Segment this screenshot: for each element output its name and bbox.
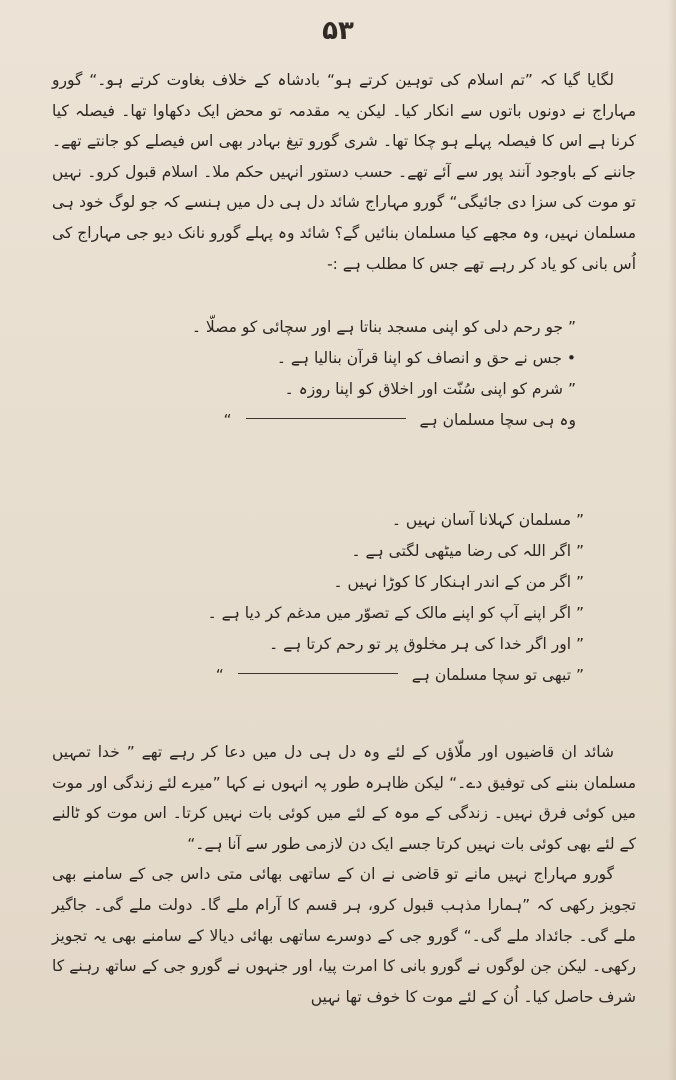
quote-line: • جس نے حق و انصاف کو اپنا قرآن بنالیا ہے ۔ bbox=[276, 349, 576, 367]
quote-line: ” اگر من کے اندر اہنکار کا کوڑا نہیں ۔ bbox=[333, 573, 584, 591]
quote-line: ” مسلمان کہلانا آسان نہیں ۔ bbox=[391, 511, 584, 529]
quote-line: ” شرم کو اپنی سُنّت اور اخلاق کو اپنا روزہ ۔ bbox=[284, 380, 576, 398]
quote-line: ” اگر اپنے آپ کو اپنے مالک کے تصوّر میں مدغم کر دیا ہے ۔ bbox=[207, 604, 584, 622]
body-text-bottom bbox=[52, 737, 636, 1012]
closing-quote-mark: “ bbox=[215, 666, 224, 684]
page-edge-shadow bbox=[668, 0, 676, 1080]
paragraph: لگایا گیا کہ ”تم اسلام کی توہین کرتے ہو“ بادشاہ کے خلاف بغاوت کرتے ہو۔“ گورو مہاراج نے دونوں باتوں سے انکار کیا۔ لیکن یہ مقدمہ تو محض ایک دکھاوا تھا۔ فیصلہ کیا کرنا ہے اس کا فیصلہ پہلے ہو چکا تھا۔ شری گورو تیغ بہادر بھی اس فیصلے کو جانتے تھے۔ جاننے کے باوجود آنند پور سے آئے تھے۔ حسب دستور انہیں حکم ملا۔ اسلام قبول کرو۔ نہیں تو موت کی سزا دی جائیگی“ گورو مہاراج شائد دل ہی دل میں ہنسے کہ جو لوگ خود ہی مسلمان نہیں، وہ مجھے کیا مسلمان بنائیں گے؟ شائد وہ پہلے گورو نانک دیو جی مہاراج کی اُس بانی کو یاد کر رہے تھے جس کا مطلب ہے :- bbox=[52, 71, 636, 273]
paragraph: گورو مہاراج نہیں مانے تو قاضی نے ان کے ساتھی بھائی متی داس جی کے سامنے بھی تجویز رکھی کہ ”ہمارا مذہب قبول کرو، ہر قسم کا آرام ملے گا۔ دولت ملے گی۔ جاگیر ملے گی۔ جائداد ملے گی۔“ گورو جی کے دوسرے ساتھی بھائی دیالا کے سامنے بھی یہ تجویز رکھی۔ لیکن جن لوگوں نے گورو بانی کا امرت پیا، اور جنہوں نے گورو جی کے ساتھ رہنے کا شرف حاصل کیا۔ اُن کے لئے موت کا خوف تھا نہیں bbox=[52, 865, 636, 1006]
quote-line: ” اگر اللہ کی رضا میٹھی لگتی ہے ۔ bbox=[351, 542, 584, 560]
paragraph: شائد ان قاضیوں اور ملّاؤں کے لئے وہ دل ہی دل میں دعا کر رہے تھے ” خدا تمہیں مسلمان بننے کی توفیق دے۔“ لیکن ظاہرہ طور پہ انہوں نے کہا ”میرے لئے زندگی اور موت میں کوئی فرق نہیں۔ زندگی کے موہ کے لئے میں کوئی بات نہیں کرتا۔ اس موت کو ٹالنے کے لئے بھی کوئی بات نہیں کرتا جسے ایک دن لازمی طور سے آنا ہے۔“ bbox=[52, 743, 636, 853]
quote-line: ” جو رحم دلی کو اپنی مسجد بناتا ہے اور سچائی کو مصلّا ۔ bbox=[191, 318, 576, 336]
quote-closing-line bbox=[84, 660, 584, 691]
closing-quote-mark: “ bbox=[223, 411, 232, 429]
quote-block-one bbox=[96, 312, 576, 436]
body-text-top bbox=[52, 65, 636, 279]
dash-rule bbox=[238, 673, 398, 674]
quote-closing-line bbox=[96, 405, 576, 436]
page-number: ۵۳ bbox=[322, 16, 354, 46]
quote-line-text: ” تبھی تو سچا مسلمان ہے bbox=[411, 666, 584, 684]
quote-block-two bbox=[84, 505, 584, 691]
quote-line-text: وہ ہی سچا مسلمان ہے bbox=[419, 411, 576, 429]
quote-line: ” اور اگر خدا کی ہر مخلوق پر تو رحم کرتا ہے ۔ bbox=[269, 635, 584, 653]
dash-rule bbox=[246, 418, 406, 419]
